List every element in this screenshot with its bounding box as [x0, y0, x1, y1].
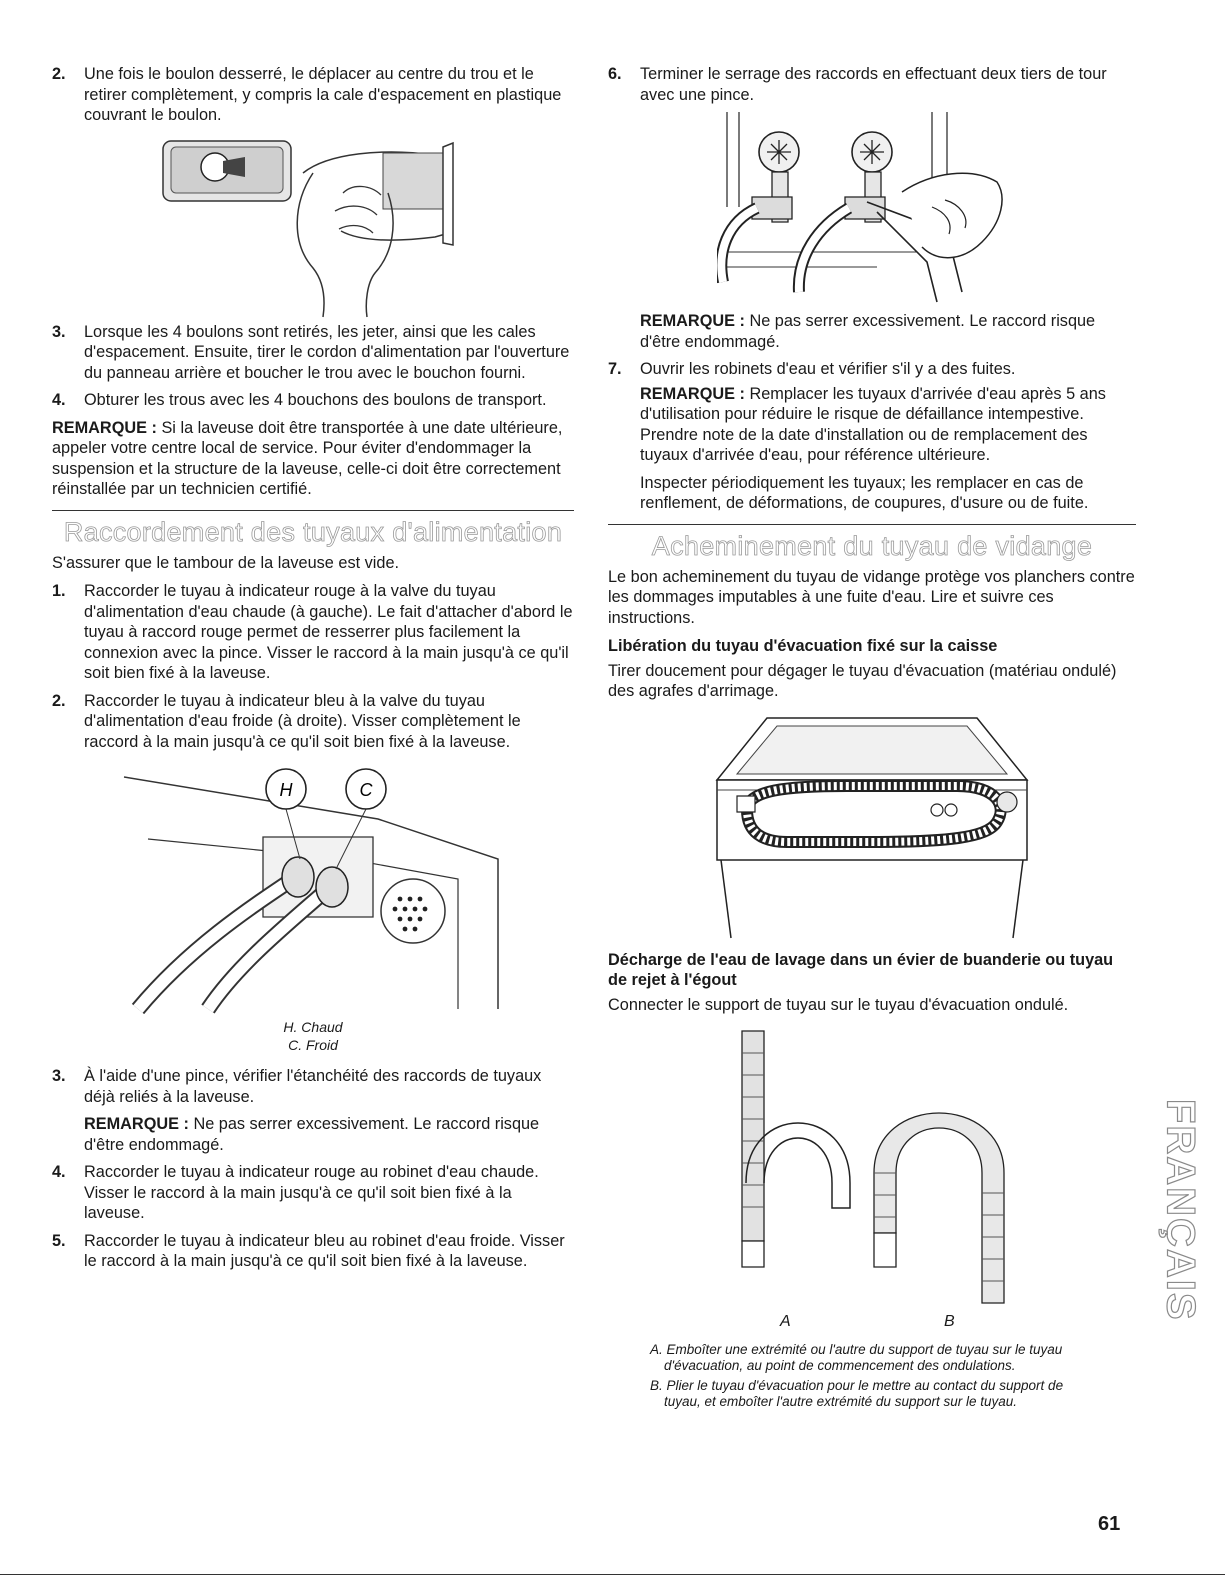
- subhead-discharge-sink: Décharge de l'eau de lavage dans un évier de buanderie ou tuyau de rejet à l'égout: [608, 950, 1114, 989]
- label-a: A: [780, 1313, 791, 1330]
- release-paragraph: Tirer doucement pour dégager le tuyau d'évacuation (matériau ondulé) des agrafes d'arrimage.: [608, 661, 1117, 700]
- note-overtighten: [84, 1114, 574, 1155]
- step-text: Obturer les trous avec les 4 bouchons des boulons de transport.: [84, 391, 547, 409]
- bolt-removal-illustration: [153, 133, 473, 318]
- step-text: Terminer le serrage des raccords en effectuant deux tiers de tour avec une pince.: [640, 65, 1107, 104]
- figure-caption-cold: C. Froid: [288, 1037, 338, 1053]
- legend-b: B. Plier le tuyau d'évacuation pour le mettre au contact du support de tuyau, et emboîter l'autre extrémité du support sur le tuyau.: [650, 1378, 1064, 1409]
- note-text: Si la laveuse doit être transportée à une date ultérieure, appeler votre centre local de service. Pour éviter d'endommager la suspension et la structure de la laveuse, celle-ci doit être correctement réinstallée par un technicien certifié.: [52, 418, 563, 498]
- step-number: 4.: [52, 391, 66, 409]
- step-number: 2.: [52, 691, 66, 710]
- step-2-cold-hose: [52, 691, 574, 753]
- step-number: 4.: [52, 1163, 66, 1181]
- note-text: Ne pas serrer excessivement. Le raccord risque d'être endommagé.: [84, 1115, 540, 1154]
- subhead-release-hose: Libération du tuyau d'évacuation fixé sur la caisse: [608, 637, 998, 655]
- legend-a: A. Emboîter une extrémité ou l'autre du support de tuyau sur le tuyau d'évacuation, au point de commencement des ondulations.: [650, 1342, 1063, 1373]
- step-number: 6.: [608, 65, 622, 83]
- inspect-paragraph: Inspecter périodiquement les tuyaux; les remplacer en cas de renflement, de déformations, de coupures, d'usure ou de fuite.: [640, 473, 1089, 512]
- step-4-plug-holes: [52, 390, 574, 411]
- language-label: FRANÇAIS: [1158, 1098, 1203, 1322]
- section-divider: [52, 510, 574, 511]
- section-intro: Le bon acheminement du tuyau de vidange protège vos planchers contre les dommages imputables à une fuite d'eau. Lire et suivre ces instructions.: [608, 567, 1135, 627]
- step-text: Raccorder le tuyau à indicateur rouge au robinet d'eau chaude. Visser le raccord à la main jusqu'à ce qu'il soit bien fixé à la laveuse.: [84, 1163, 539, 1222]
- page-number: 61: [1098, 1513, 1121, 1535]
- note-overtighten-2: [640, 311, 1136, 352]
- figure-caption-hot: H. Chaud: [283, 1019, 343, 1035]
- step-6-finish-tightening: [608, 64, 1136, 105]
- note-transport: [52, 418, 574, 500]
- cold-label: C: [359, 780, 373, 800]
- step-text: Une fois le boulon desserré, le déplacer au centre du trou et le retirer complètement, y compris la cale d'espacement en plastique couvrant le boulon.: [84, 65, 562, 124]
- discharge-paragraph: Connecter le support de tuyau sur le tuyau d'évacuation ondulé.: [608, 995, 1069, 1014]
- step-2-bolt: [52, 64, 574, 126]
- note-label: REMARQUE :: [84, 1115, 189, 1133]
- pliers-faucet-illustration: [717, 112, 1027, 307]
- figure-legend: [650, 1342, 1090, 1410]
- step-3-check-seal: [52, 1066, 574, 1107]
- step-5-cold-faucet: [52, 1231, 574, 1272]
- step-text: Raccorder le tuyau à indicateur bleu au robinet d'eau froide. Visser le raccord à la main jusqu'à ce qu'il soit bien fixé à la laveuse.: [84, 1231, 565, 1270]
- hot-label: H: [279, 780, 293, 800]
- step-text: Raccorder le tuyau à indicateur rouge à la valve du tuyau d'alimentation d'eau chaude (à gauche). Le fait d'attacher d'abord le tuyau à raccord rouge permet de resserrer plus facilement la connexion avec la pince. Visser le raccord à la main jusqu'à ce qu'il soit bien fixé à la laveuse.: [84, 582, 573, 682]
- hose-support-illustration: [722, 1023, 1022, 1308]
- note-replace-hoses: [640, 384, 1136, 466]
- hose-support-labels: [608, 1312, 1136, 1334]
- note-text: Remplacer les tuyaux d'arrivée d'eau après 5 ans d'utilisation pour réduire le risque de défaillance intempestive. Prendre note de la date d'installation ou de remplacement des tuyaux d'arrivée d'eau, pour référence ultérieure.: [640, 384, 1106, 464]
- step-1-hot-hose: [52, 581, 574, 684]
- note-text: Ne pas serrer excessivement. Le raccord risque d'être endommagé.: [640, 312, 1096, 351]
- hose-connection-illustration: [118, 759, 508, 1014]
- step-number: 1.: [52, 582, 66, 600]
- step-number: 3.: [52, 1067, 66, 1085]
- section-title-drain-hose: Acheminement du tuyau de vidange: [651, 530, 1093, 561]
- note-label: REMARQUE :: [640, 384, 745, 403]
- language-side-tab: [1152, 1070, 1208, 1350]
- step-number: 5.: [52, 1231, 66, 1250]
- right-column: [608, 64, 1136, 1414]
- step-text: Ouvrir les robinets d'eau et vérifier s'il y a des fuites.: [640, 360, 1016, 378]
- step-number: 7.: [608, 360, 622, 378]
- note-label: REMARQUE :: [52, 418, 157, 437]
- step-text: Lorsque les 4 boulons sont retirés, les jeter, ainsi que les cales d'espacement. Ensuite, tirer le cordon d'alimentation par l'ouverture du panneau arrière et boucher le trou avec le bouchon fourni.: [84, 322, 570, 382]
- section-divider: [608, 524, 1136, 525]
- left-column: [52, 64, 574, 1279]
- step-text: À l'aide d'une pince, vérifier l'étanchéité des raccords de tuyaux déjà reliés à la laveuse.: [84, 1067, 542, 1106]
- section-intro: S'assurer que le tambour de la laveuse est vide.: [52, 553, 400, 572]
- washer-drain-hose-illustration: [707, 710, 1037, 940]
- step-3-bolts-removed: [52, 322, 574, 384]
- bottom-rule: [0, 1574, 1225, 1575]
- step-number: 2.: [52, 65, 66, 83]
- step-number: 3.: [52, 322, 66, 341]
- step-text: Raccorder le tuyau à indicateur bleu à la valve du tuyau d'alimentation d'eau froide (à droite). Visser complètement le raccord à la main jusqu'à ce qu'il soit bien fixé à la laveuse.: [84, 691, 521, 751]
- label-b: B: [944, 1313, 955, 1330]
- note-label: REMARQUE :: [640, 312, 745, 330]
- section-title-inlet-hoses: Raccordement des tuyaux d'alimentation: [63, 516, 563, 547]
- step-7-open-faucets: [608, 359, 1136, 380]
- step-4-hot-faucet: [52, 1162, 574, 1224]
